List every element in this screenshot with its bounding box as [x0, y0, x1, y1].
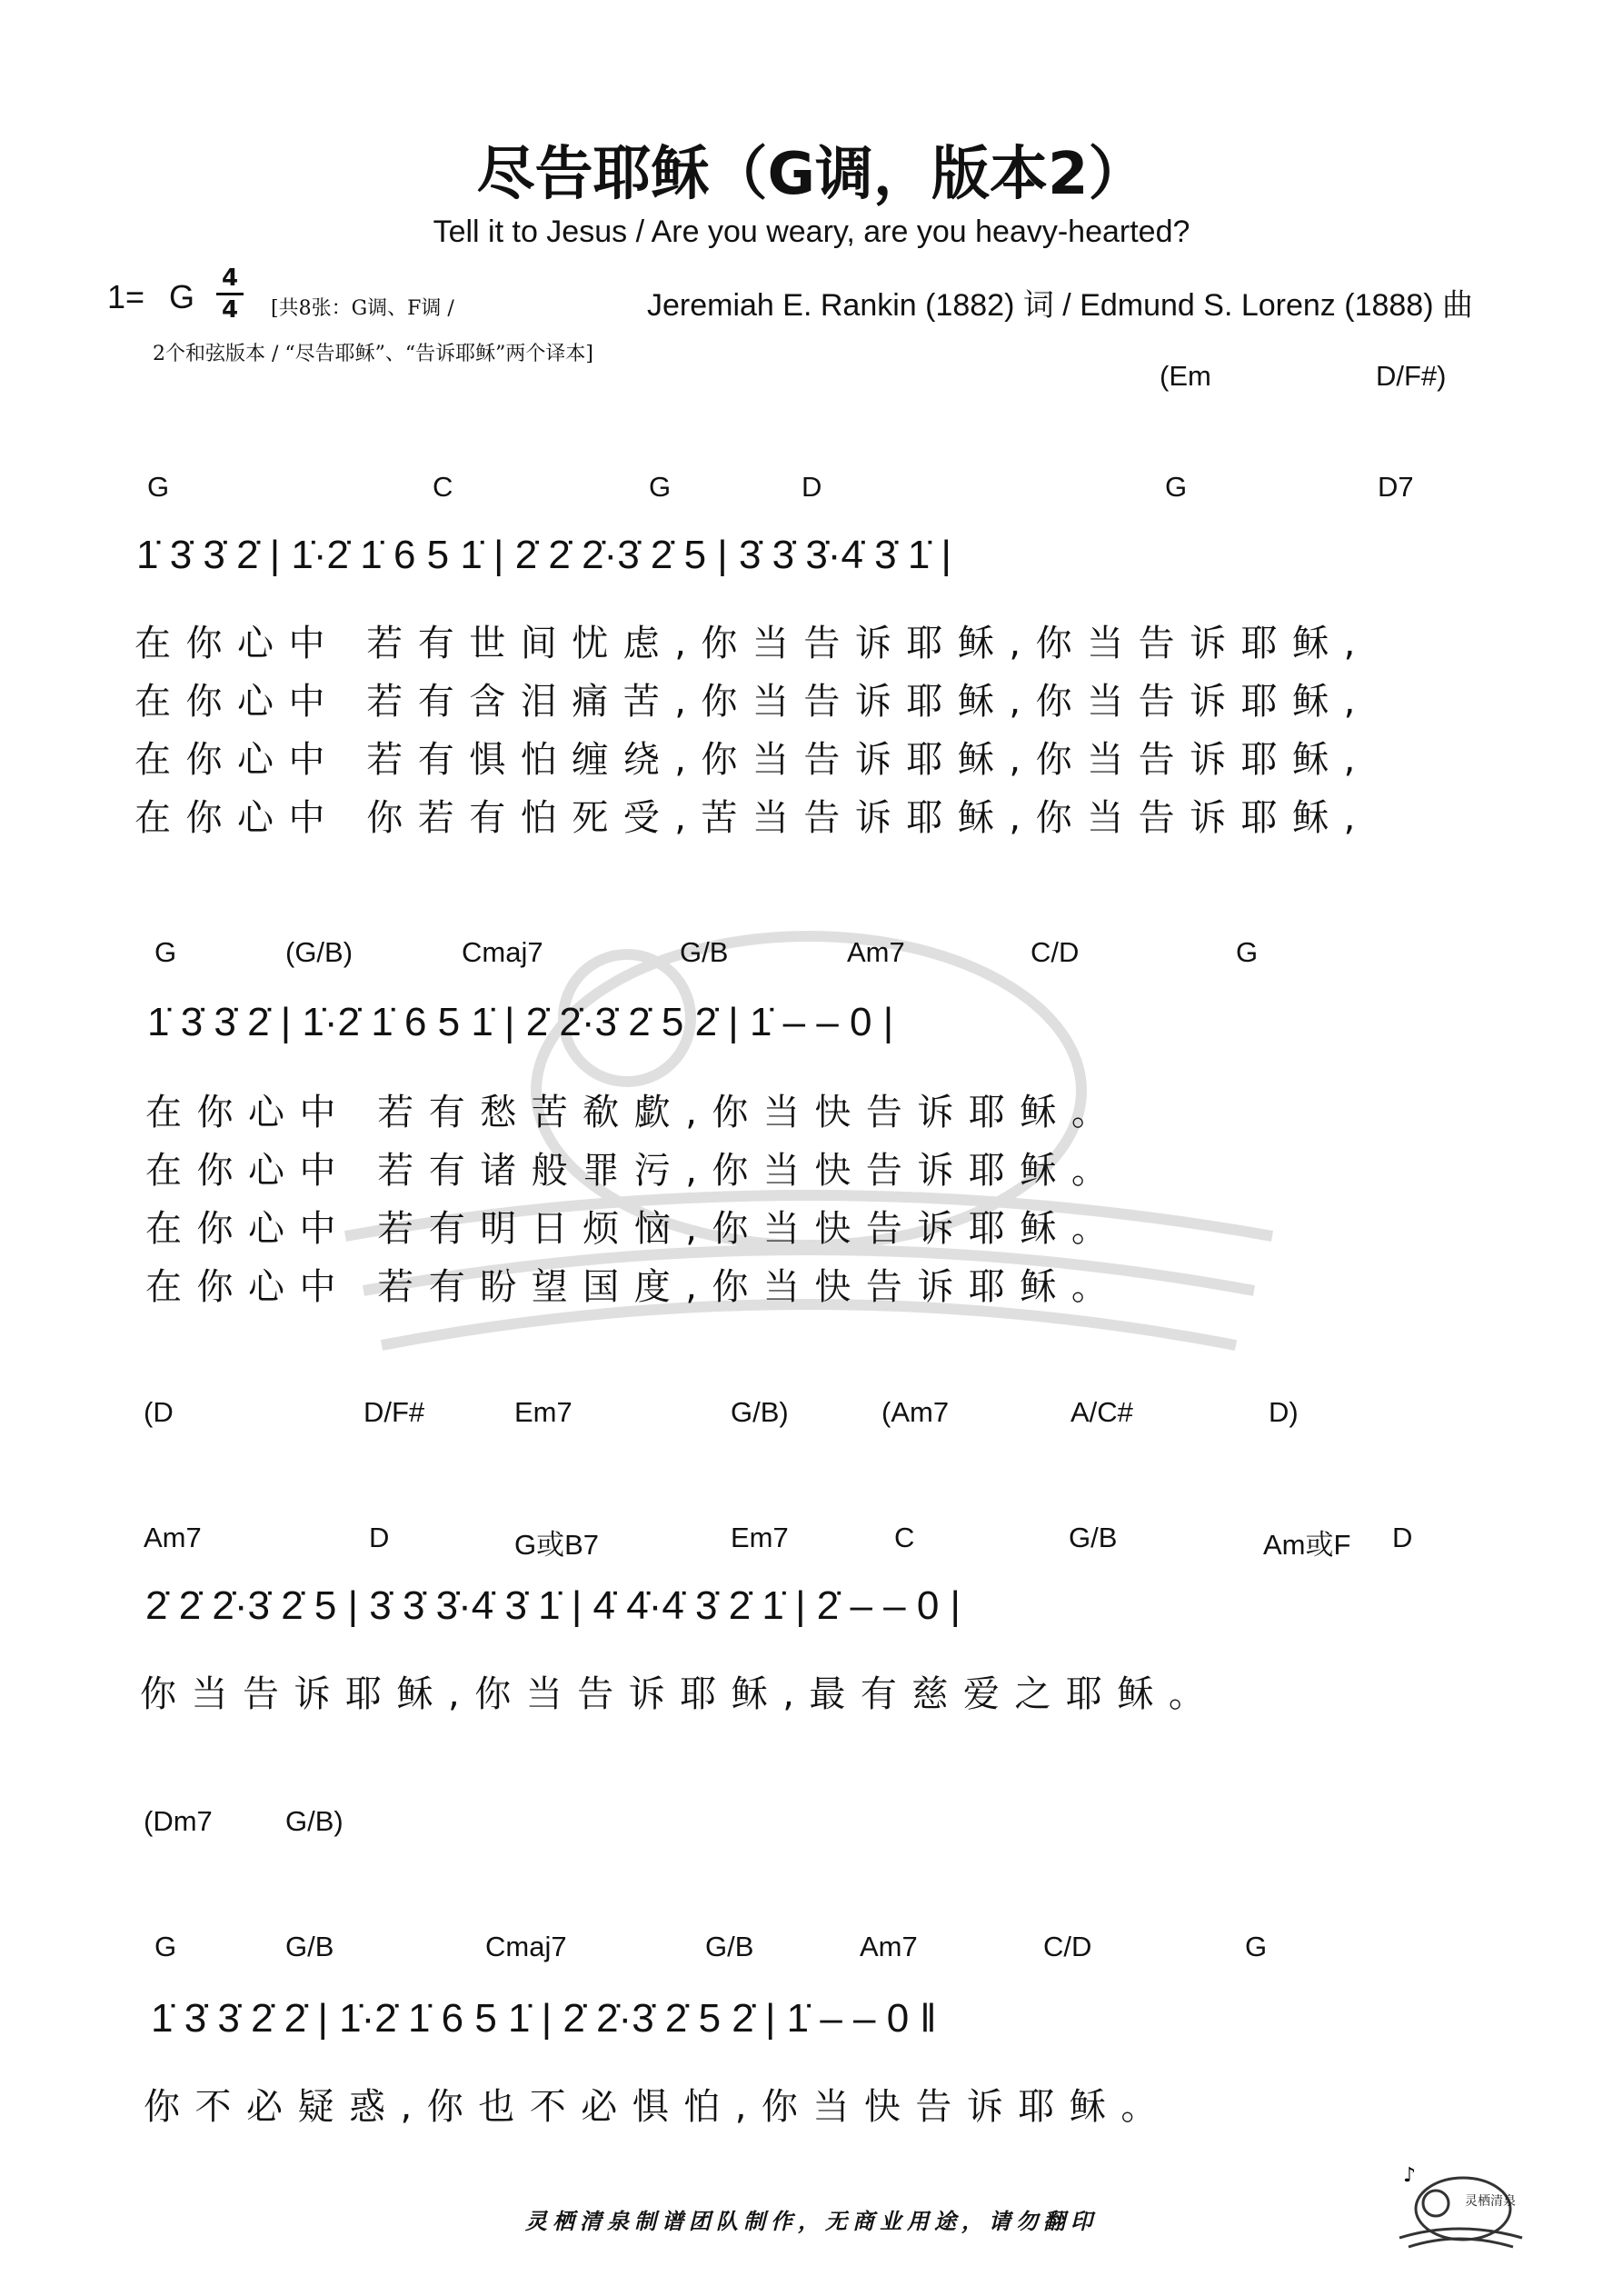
chord: Am7: [847, 936, 905, 968]
alt-chord: (Am7: [881, 1396, 950, 1428]
chord: G: [154, 1931, 177, 1962]
music-note-icon: ♪: [1403, 2164, 1417, 2187]
chord: G/B: [680, 936, 729, 968]
chord: G: [649, 471, 672, 503]
version-note-line1: [共8张：G调、F调 /: [271, 297, 454, 320]
chord: G: [1236, 936, 1259, 968]
chord: G/B: [1069, 1522, 1118, 1553]
logo-text: 灵栖清泉: [1465, 2194, 1516, 2209]
lyric-line: 你不必疑惑,你也不必惧怕,你当快告诉耶稣。: [144, 2086, 1172, 2128]
song-title: 尽告耶稣（G调，版本2）: [476, 141, 1147, 208]
alt-chord: Em7: [514, 1396, 573, 1428]
chord: G: [154, 936, 177, 968]
chord: D: [802, 471, 822, 503]
alt-chord: D): [1269, 1396, 1299, 1428]
song-subtitle: Tell it to Jesus / Are you weary, are you heavy-hearted?: [433, 215, 1190, 249]
key-note: G: [169, 278, 195, 315]
chord: G: [1165, 471, 1188, 503]
chord: G/B: [705, 1931, 754, 1962]
alt-chord: G/B): [285, 1805, 344, 1837]
chord: D7: [1378, 471, 1414, 503]
alt-chord: G/B): [731, 1396, 789, 1428]
chord: G: [1245, 1931, 1268, 1962]
composer-credits: Jeremiah E. Rankin (1882) 词 / Edmund S. Lorenz (1888) 曲: [647, 288, 1473, 323]
chord: D: [1392, 1522, 1413, 1553]
melody-notes: 2̇ 2̇ 2̇·3̇ 2̇ 5 | 3̇ 3̇ 3̇·4̇ 3̇ 1̇ | 4̇ 4̇·4̇ 3̇ 2̇ 1̇ | 2̇ – – 0 |: [145, 1583, 961, 1628]
chord: Em7: [731, 1522, 789, 1553]
lyric-line: 在你心中 若有盼望国度,你当快告诉耶稣。: [145, 1266, 1123, 1308]
chord: Cmaj7: [485, 1931, 567, 1962]
alt-chord: (Dm7: [144, 1805, 213, 1837]
chord: Cmaj7: [462, 936, 543, 968]
time-signature: [216, 265, 244, 323]
melody-notes: 1̇ 3̇ 3̇ 2̇ | 1̇·2̇ 1̇ 6 5 1̇ | 2̇ 2̇·3̇ 2̇ 5 2̇ | 1̇ – – 0 |: [147, 1000, 894, 1044]
alt-chord: D/F#: [363, 1396, 425, 1428]
chord: G: [147, 471, 170, 503]
lyric-line: 在你心中 若有明日烦恼,你当快告诉耶稣。: [145, 1208, 1123, 1250]
chord: Am7: [144, 1522, 202, 1553]
lyric-line: 在你心中 若有世间忧虑,你当告诉耶稣,你当告诉耶稣,: [134, 623, 1370, 664]
key-label: 1=: [107, 278, 145, 315]
alt-chord: D/F#): [1376, 360, 1447, 392]
chord: Am7: [860, 1931, 918, 1962]
time-signature-top: 4: [221, 265, 239, 292]
melody-notes: 1̇ 3̇ 3̇ 2̇ 2̇ | 1̇·2̇ 1̇ 6 5 1̇ | 2̇ 2̇·3̇ 2̇ 5 2̇ | 1̇ – – 0 ‖: [151, 1996, 937, 2041]
lyric-line: 你当告诉耶稣,你当告诉耶稣,最有慈爱之耶稣。: [140, 1673, 1220, 1715]
melody-notes: 1̇ 3̇ 3̇ 2̇ | 1̇·2̇ 1̇ 6 5 1̇ | 2̇ 2̇ 2̇·3̇ 2̇ 5 | 3̇ 3̇ 3̇·4̇ 3̇ 1̇ |: [136, 533, 951, 577]
lyric-line: 在你心中 若有诸般罪污,你当快告诉耶稣。: [145, 1150, 1123, 1192]
alt-chord: (D: [144, 1396, 174, 1428]
chord: C: [894, 1522, 915, 1553]
publisher-logo: [1390, 2156, 1527, 2256]
lyric-line: 在你心中 若有含泪痛苦,你当告诉耶稣,你当告诉耶稣,: [134, 681, 1370, 723]
time-signature-bottom: 4: [221, 296, 239, 324]
lyric-line: 在你心中 若有愁苦欷歔,你当快告诉耶稣。: [145, 1092, 1123, 1133]
chord: G或B7: [514, 1529, 600, 1561]
alt-chord: (Em: [1160, 360, 1211, 392]
alt-chord: A/C#: [1070, 1396, 1133, 1428]
lyric-line: 在你心中 你若有怕死受,苦当告诉耶稣,你当告诉耶稣,: [134, 797, 1370, 839]
chord: C/D: [1031, 936, 1080, 968]
chord: C: [433, 471, 453, 503]
lyric-line: 在你心中 若有惧怕缠绕,你当告诉耶稣,你当告诉耶稣,: [134, 739, 1370, 781]
chord: C/D: [1043, 1931, 1092, 1962]
chord: (G/B): [285, 936, 353, 968]
chord: G/B: [285, 1931, 334, 1962]
chord: Am或F: [1263, 1529, 1351, 1561]
chord: D: [369, 1522, 390, 1553]
footer-notice: 灵栖清泉制谱团队制作，无商业用途，请勿翻印: [525, 2208, 1098, 2234]
version-note-line2: 2个和弦版本 / “尽告耶稣”、“告诉耶稣”两个译本]: [153, 343, 593, 365]
